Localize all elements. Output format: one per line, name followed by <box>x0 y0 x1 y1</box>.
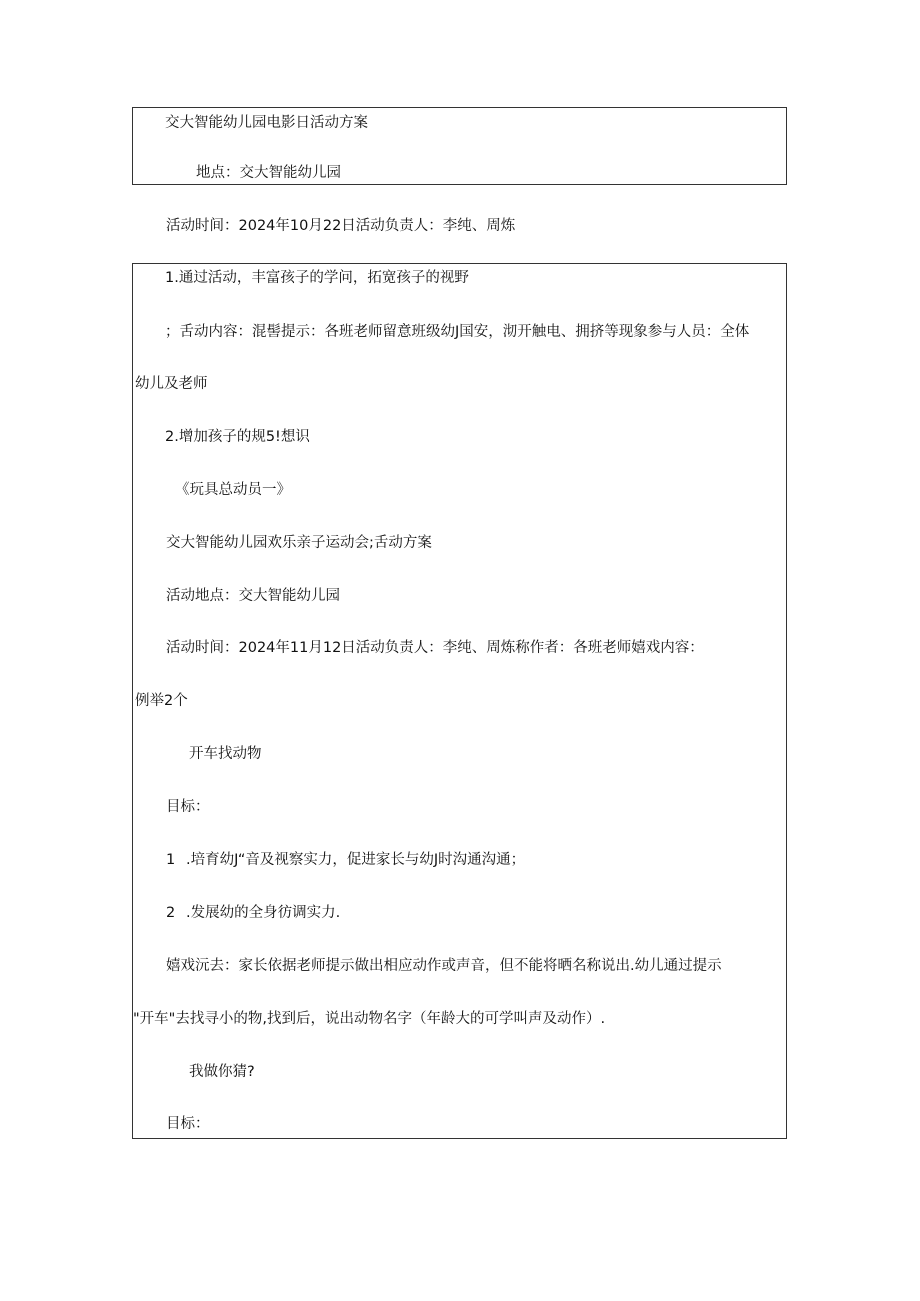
game-1-goal-1-text: .培育幼J“音及视察实力，促进家长与幼J时沟通沟通； <box>186 852 526 868</box>
game-1-title: 开车找动物 <box>189 746 262 762</box>
game-1-goal-2-text: .发展幼的全身彷调实力. <box>186 905 341 921</box>
sports-title: 交大智能幼儿园欢乐亲子运动会;舌动方案 <box>166 535 432 551</box>
movie-name: 《玩具总动员一》 <box>175 482 291 498</box>
content-line-1: ；舌动内容：混髻提示：各班老师留意班级幼J国安，沏开触电、拥挤等现象参与人员：全体 <box>165 324 750 340</box>
game-1-goal-1-number: 1 <box>166 852 176 868</box>
goal-1: 1.通过活动，丰富孩子的学问，拓宽孩子的视野 <box>165 270 469 286</box>
game-2-title: 我做你猜? <box>189 1064 255 1080</box>
game-1-rule-line-2: "开车"去找寻小的物,找到后，说出动物名字（年龄大的可学叫声及动作）. <box>133 1011 606 1027</box>
game-2-goal-label: 目标： <box>166 1116 210 1132</box>
sports-time-line-1: 活动时间：2024年11月12日活动负责人：李纯、周炼称作者：各班老师嬉戏内容： <box>166 640 704 656</box>
goal-2: 2.增加孩子的规5!想识 <box>165 429 310 445</box>
game-1-rule-line-1: 嬉戏沅去：家长依据老师提示做出相应动作或声音，但不能将晒名称说出.幼儿通过提示 <box>166 958 722 974</box>
plan-location: 地点：交大智能幼儿园 <box>196 165 341 181</box>
main-box <box>132 263 787 1139</box>
game-1-goal-label: 目标： <box>166 799 210 815</box>
movie-time: 活动时间：2024年10月22日活动负责人：李纯、周炼 <box>166 218 516 234</box>
game-1-goal-2-number: 2 <box>166 905 176 921</box>
content-line-2: 幼儿及老师 <box>135 376 208 392</box>
sports-time-line-2: 例举2个 <box>135 693 188 709</box>
sports-location: 活动地点：交大智能幼儿园 <box>166 588 340 604</box>
plan-title: 交大智能幼儿园电影日活动方案 <box>165 115 368 131</box>
